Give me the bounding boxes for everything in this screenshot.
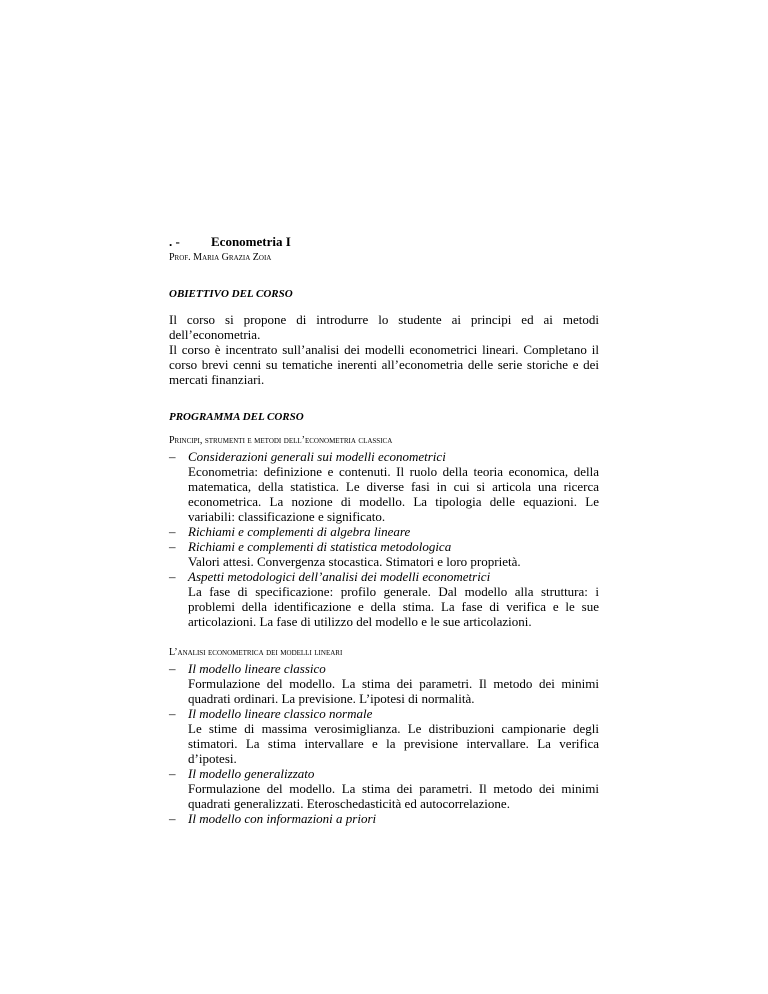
list-item-title: Il modello lineare classico normale xyxy=(188,706,373,721)
program-section-title: Principi, strumenti e metodi dell’econometria classica xyxy=(169,435,393,446)
list-item-description: La fase di specificazione: profilo generale. Dal modello alla struttura: i problemi della identificazione e della stima. La fase di verifica e le sue articolazioni. La fase di utilizzo del modello e le sue articolazioni. xyxy=(188,584,599,629)
course-page xyxy=(169,234,599,826)
list-item-title: Richiami e complementi di algebra lineare xyxy=(188,524,411,539)
objective-paragraph: Il corso si propone di introdurre lo studente ai principi ed ai metodi dell’econometria. xyxy=(169,312,599,342)
list-item xyxy=(169,811,599,826)
dash-bullet-icon: – xyxy=(169,569,176,584)
program-section-list xyxy=(169,661,599,826)
dash-bullet-icon: – xyxy=(169,766,176,781)
program-section-title: L’analisi econometrica dei modelli lineari xyxy=(169,647,343,658)
objective-paragraph: Il corso è incentrato sull’analisi dei modelli econometrici lineari. Completano il corso brevi cenni su tematiche inerenti all’econometria delle serie storiche e dei mercati finanziari. xyxy=(169,342,599,387)
dash-bullet-icon: – xyxy=(169,539,176,554)
dash-bullet-icon: – xyxy=(169,811,176,826)
dash-bullet-icon: – xyxy=(169,524,176,539)
list-item xyxy=(169,449,599,524)
professor-name: Prof. Maria Grazia Zoia xyxy=(169,252,272,263)
list-item-title: Richiami e complementi di statistica metodologica xyxy=(188,539,452,554)
list-item-description: Formulazione del modello. La stima dei parametri. Il metodo dei minimi quadrati generalizzati. Eteroschedasticità ed autocorrelazione. xyxy=(188,781,599,811)
list-item xyxy=(169,524,599,539)
dash-bullet-icon: – xyxy=(169,449,176,464)
list-item xyxy=(169,569,599,629)
list-item-description: Econometria: definizione e contenuti. Il ruolo della teoria economica, della matematica, della statistica. Le diverse fasi in cui si articola una ricerca econometrica. La nozione di modello. La tipologia delle equazioni. Le variabili: classificazione e significato. xyxy=(188,464,599,524)
course-title: Econometria I xyxy=(211,234,291,249)
list-item xyxy=(169,766,599,811)
list-item-description: Le stime di massima verosimiglianza. Le distribuzioni campionarie degli stimatori. La stima intervallare e la previsione intervallare. La verifica d’ipotesi. xyxy=(188,721,599,766)
course-number: . - xyxy=(169,234,180,249)
list-item-title: Considerazioni generali sui modelli econometrici xyxy=(188,449,446,464)
list-item xyxy=(169,539,599,569)
list-item-title: Il modello con informazioni a priori xyxy=(188,811,377,826)
objective-heading: OBIETTIVO DEL CORSO xyxy=(169,288,293,300)
list-item-description: Valori attesi. Convergenza stocastica. Stimatori e loro proprietà. xyxy=(188,554,521,569)
dash-bullet-icon: – xyxy=(169,706,176,721)
list-item-description: Formulazione del modello. La stima dei parametri. Il metodo dei minimi quadrati ordinari. La previsione. L’ipotesi di normalità. xyxy=(188,676,599,706)
list-item-title: Il modello generalizzato xyxy=(188,766,315,781)
list-item xyxy=(169,661,599,706)
list-item xyxy=(169,706,599,766)
course-header xyxy=(169,234,599,249)
program-heading: PROGRAMMA DEL CORSO xyxy=(169,411,304,423)
list-item-title: Il modello lineare classico xyxy=(188,661,326,676)
dash-bullet-icon: – xyxy=(169,661,176,676)
list-item-title: Aspetti metodologici dell’analisi dei modelli econometrici xyxy=(188,569,491,584)
program-section-list xyxy=(169,449,599,629)
